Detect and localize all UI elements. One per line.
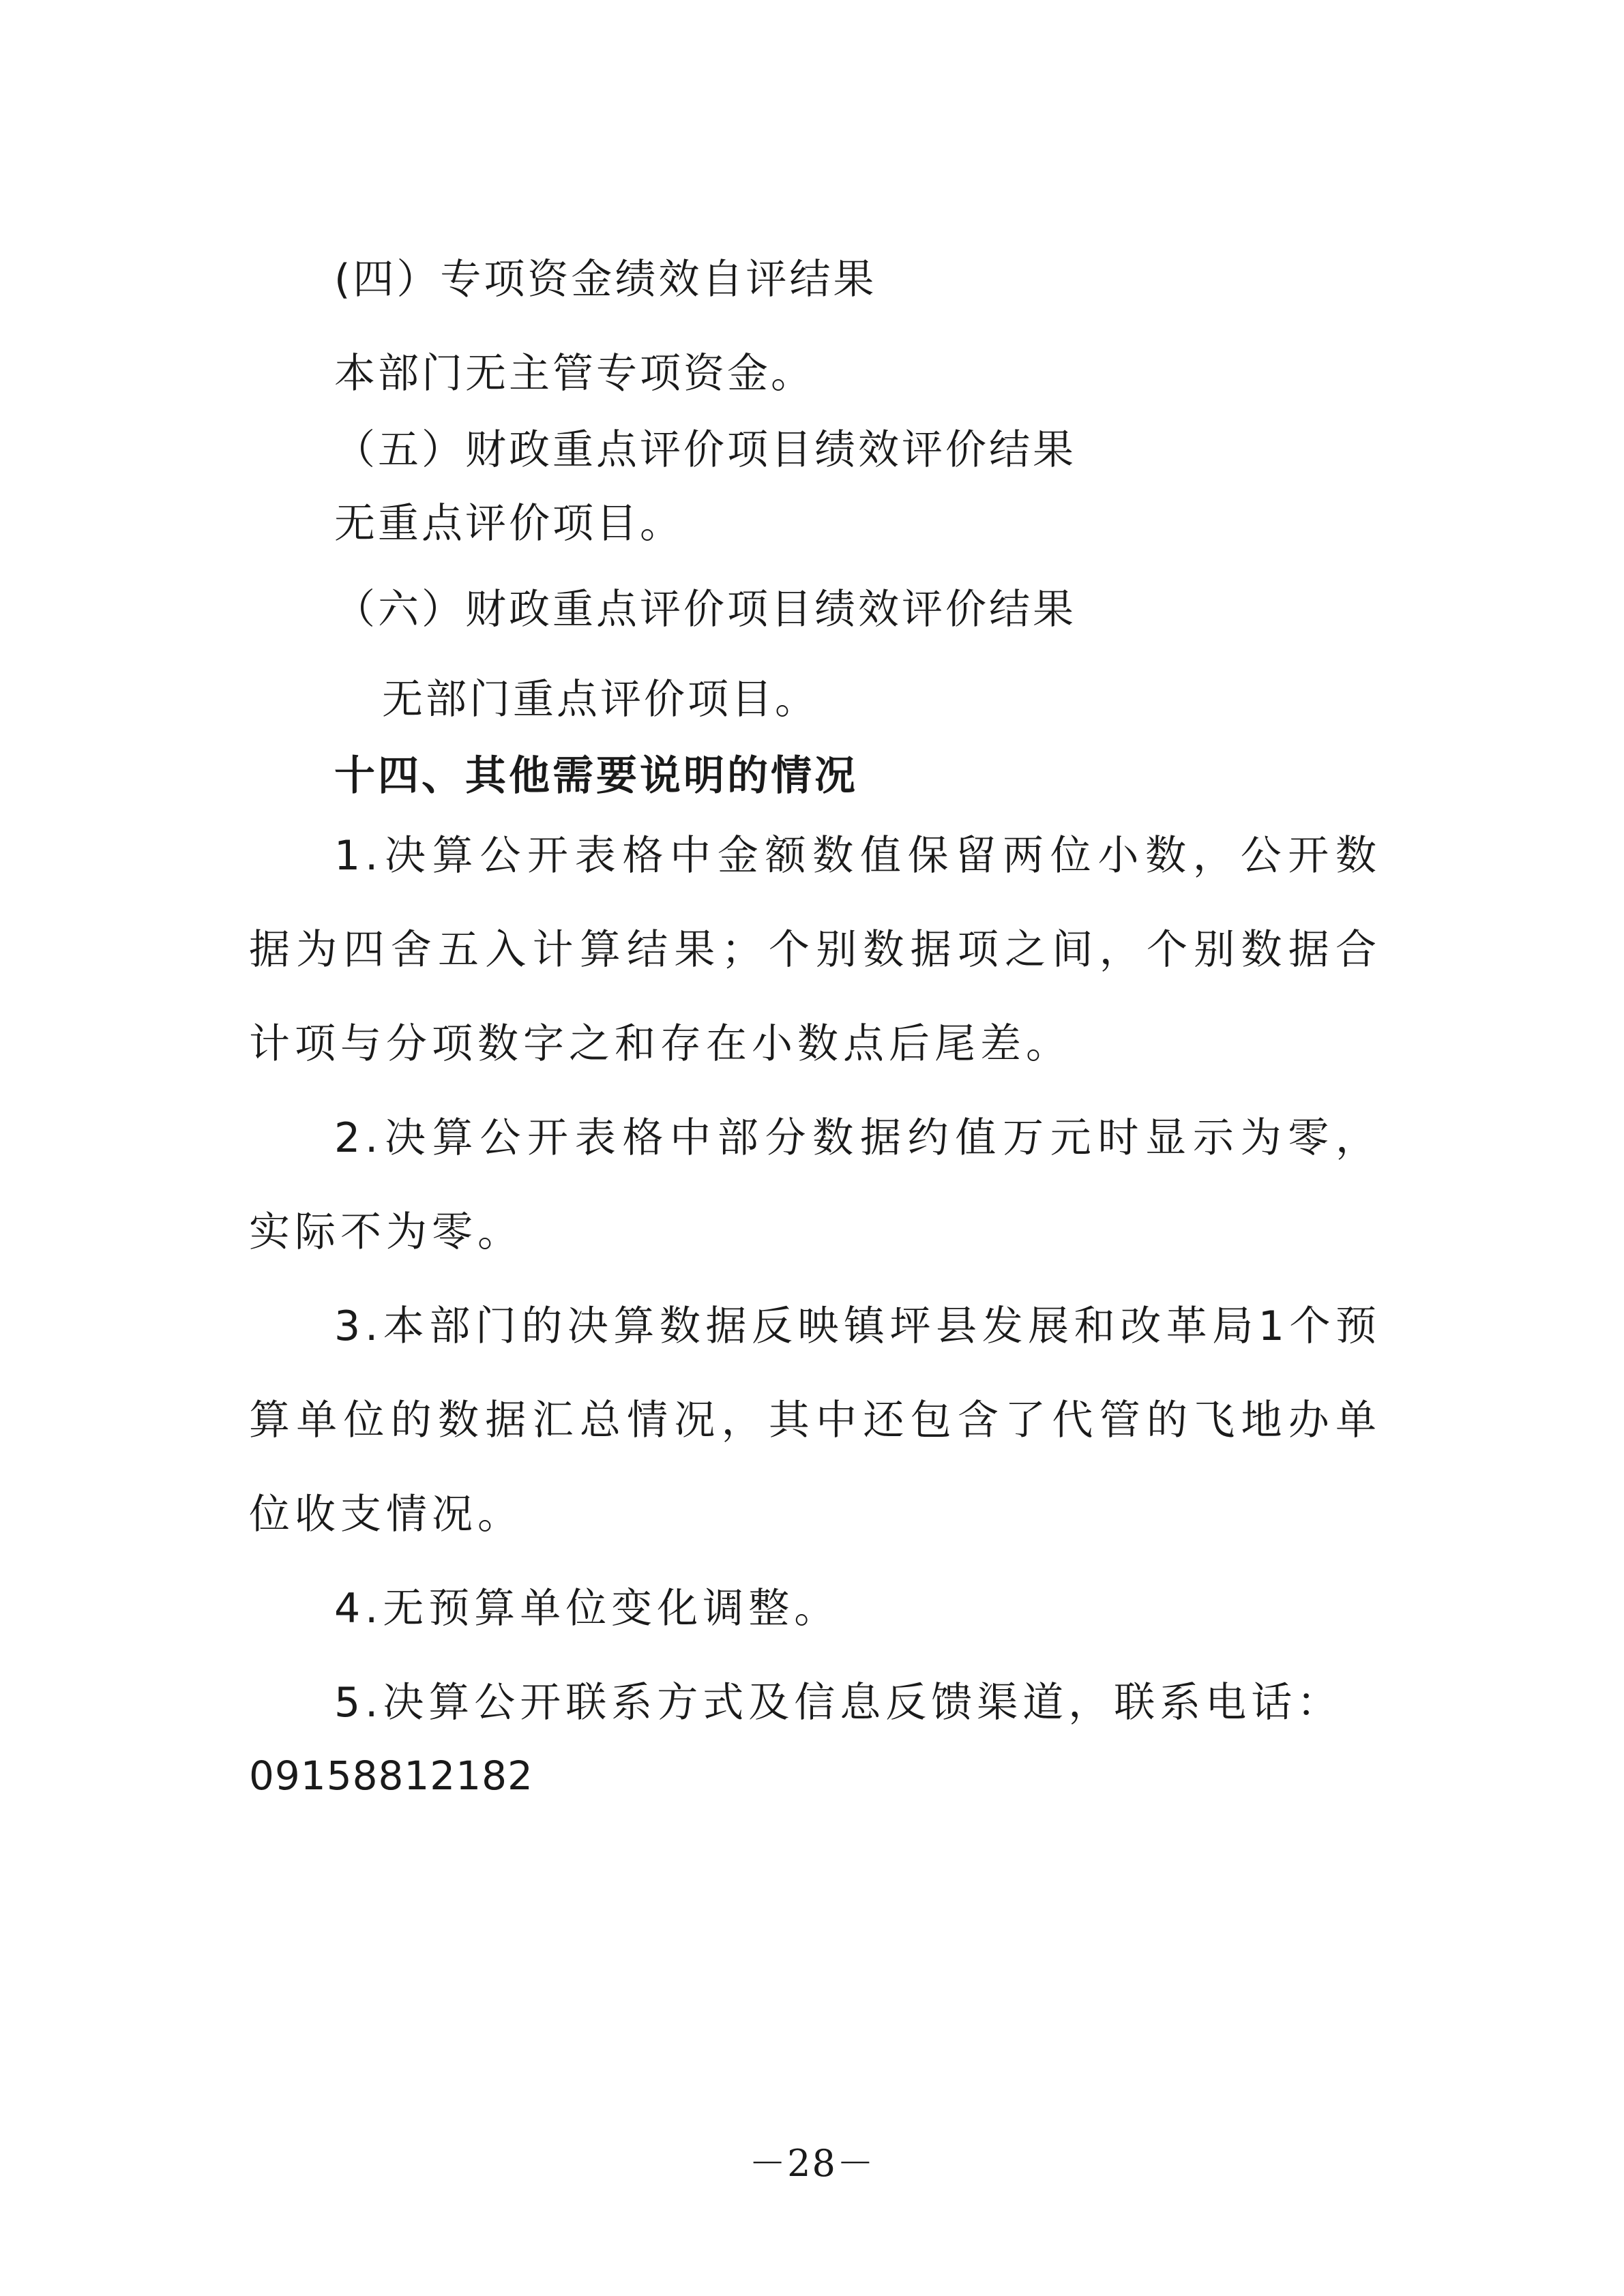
paragraph-5: 5.决算公开联系方式及信息反馈渠道，联系电话： xyxy=(334,1679,1343,1727)
contact-phone: 09158812182 xyxy=(249,1753,533,1799)
paragraph-3: 3.本部门的决算数据反映镇坪县发展和改革局1个预算单位的数据汇总情况，其中还包含了代管的飞地办单位收支情况。 xyxy=(249,1302,1381,1538)
subsection-body-6: 无部门重点评价项目。 xyxy=(382,676,818,724)
page-number: －28－ xyxy=(749,2142,875,2185)
paragraph-2: 2.决算公开表格中部分数据约值万元时显示为零，实际不为零。 xyxy=(249,1114,1381,1256)
paragraph-4: 4.无预算单位变化调整。 xyxy=(334,1585,840,1632)
subsection-heading-4: (四）专项资金绩效自评结果 xyxy=(334,256,877,303)
subsection-heading-6: （六）财政重点评价项目绩效评价结果 xyxy=(334,586,1076,633)
paragraph-1: 1.决算公开表格中金额数值保留两位小数，公开数据为四舍五入计算结果；个别数据项之间，个别数据合计项与分项数字之和存在小数点后尾差。 xyxy=(249,832,1381,1068)
section-heading-14: 十四、其他需要说明的情况 xyxy=(334,752,858,800)
subsection-heading-5: （五）财政重点评价项目绩效评价结果 xyxy=(334,426,1076,474)
subsection-body-4: 本部门无主管专项资金。 xyxy=(334,350,814,398)
subsection-body-5: 无重点评价项目。 xyxy=(334,500,683,548)
